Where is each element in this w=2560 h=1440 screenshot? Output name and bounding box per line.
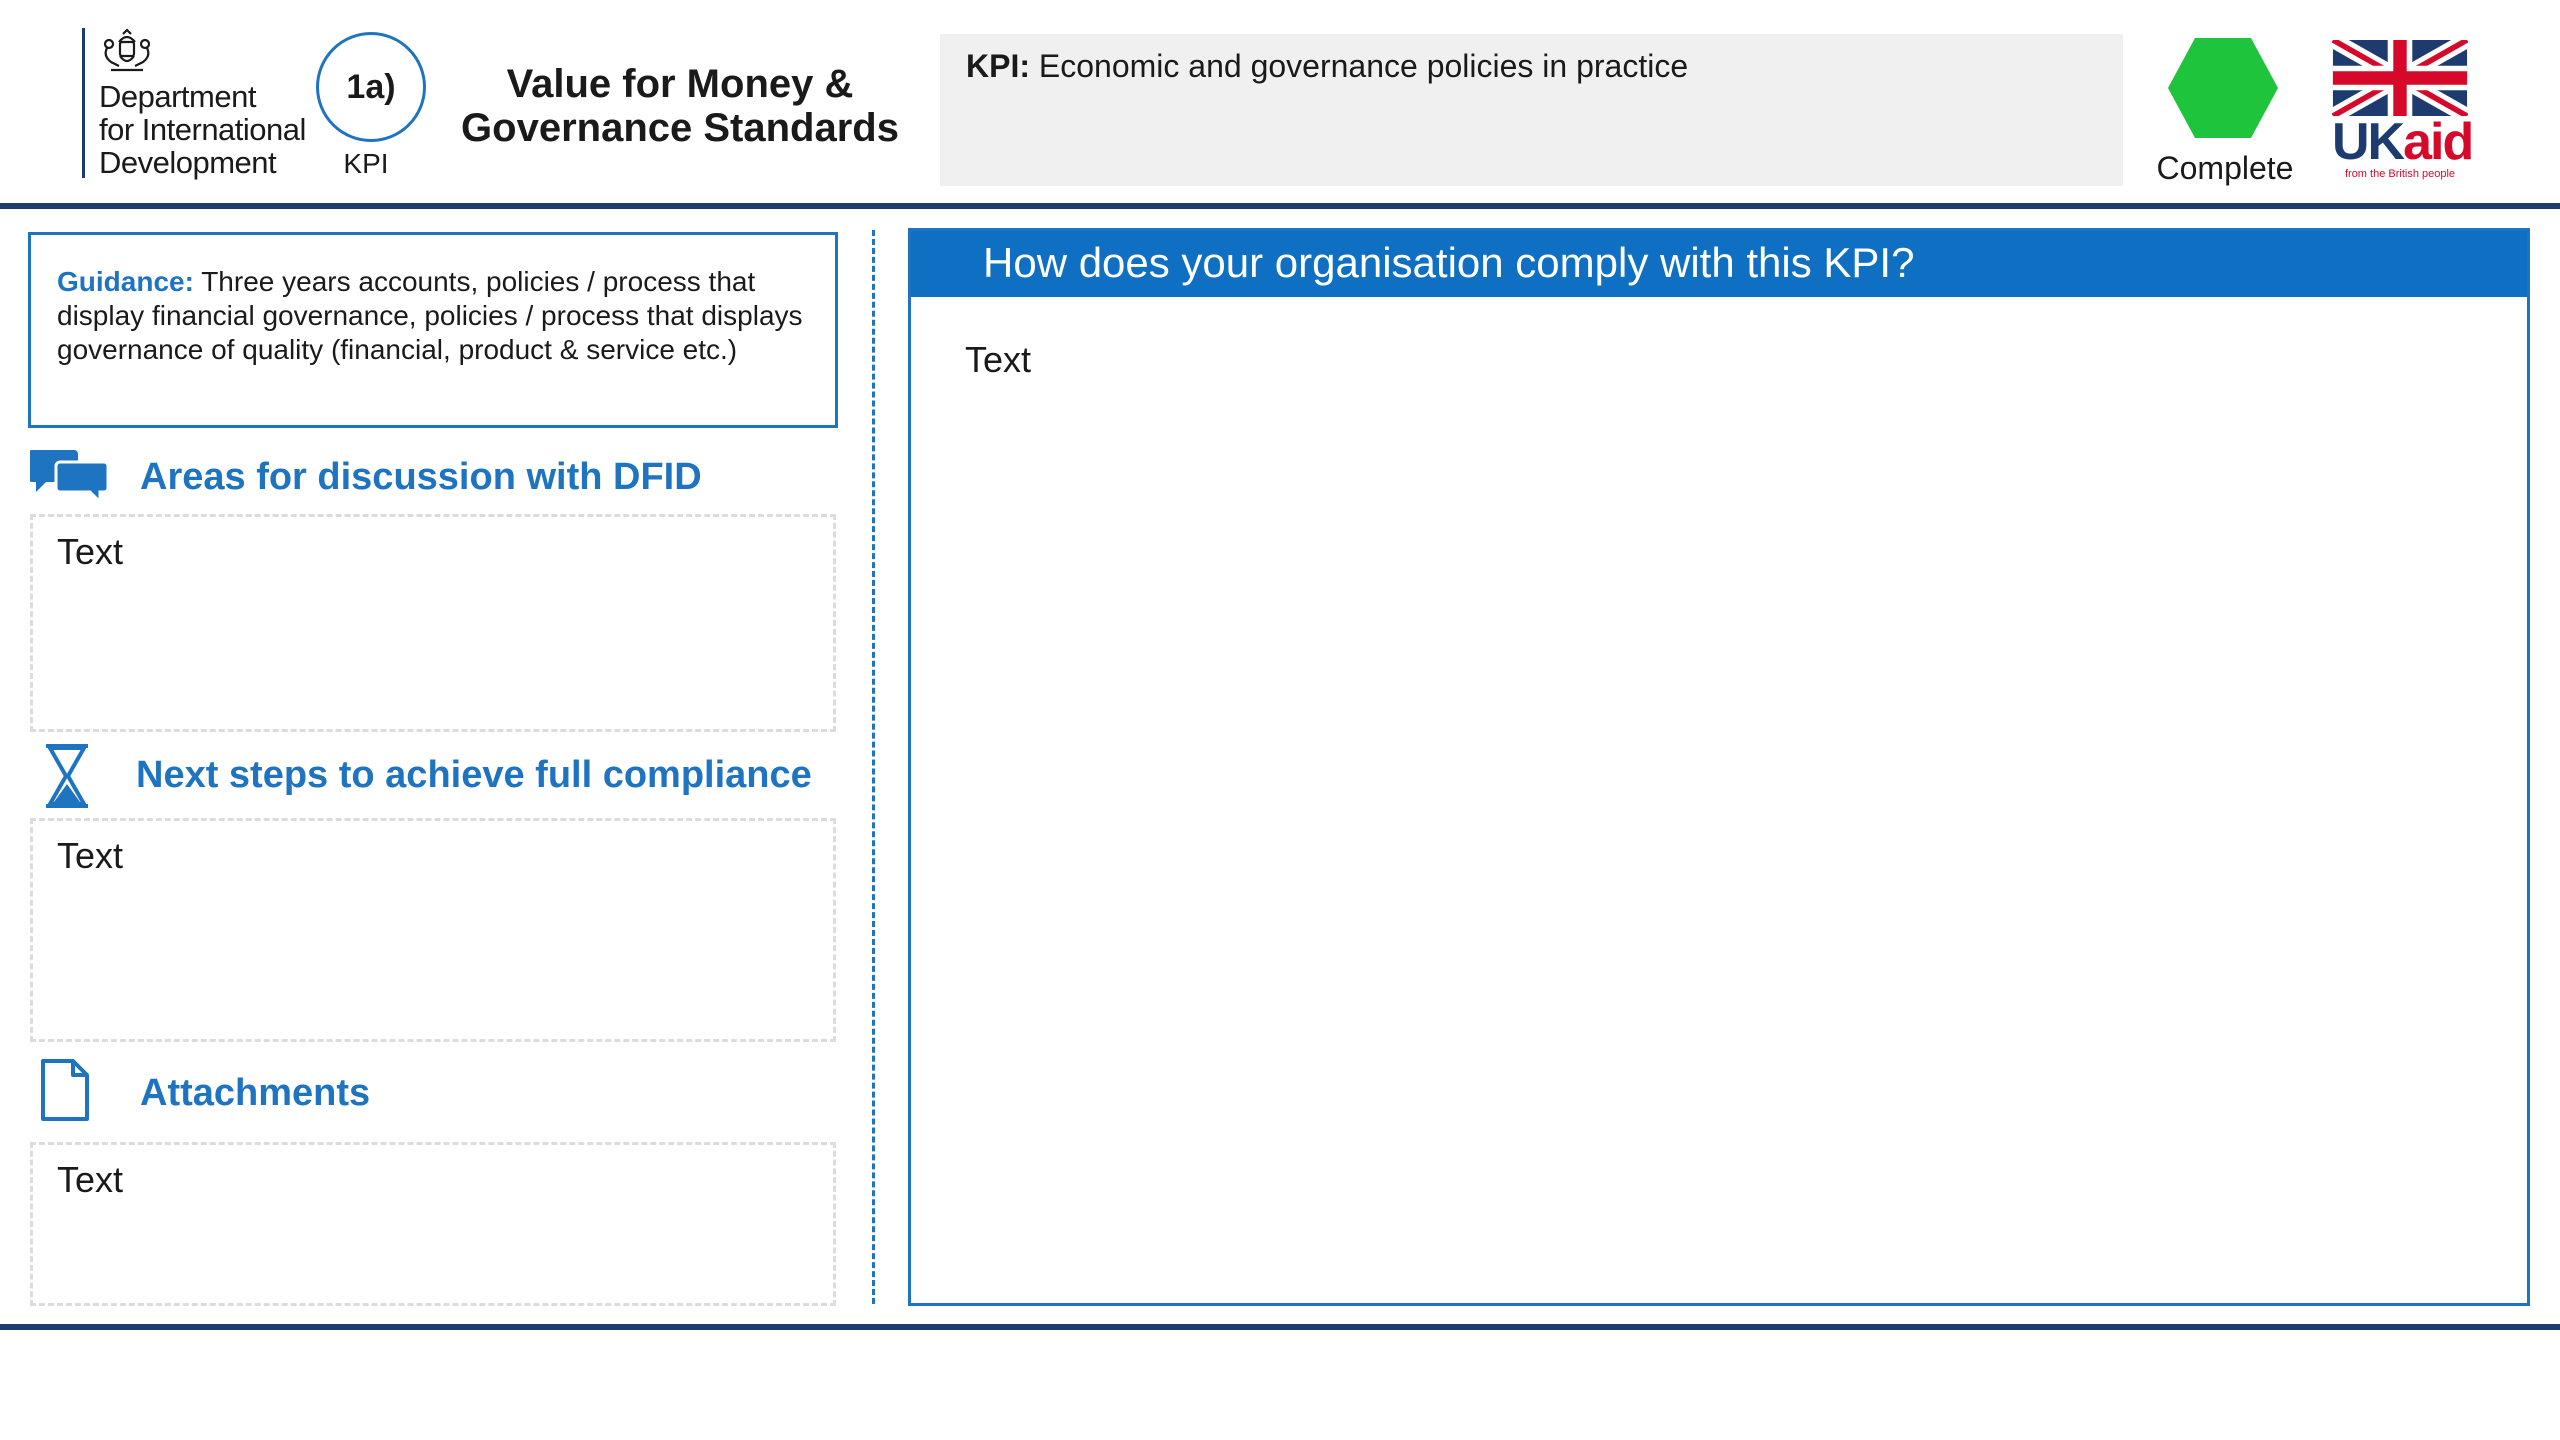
hourglass-icon	[44, 744, 90, 808]
kpi-description-box	[940, 34, 2123, 186]
section-title-discussion: Areas for discussion with DFID	[140, 456, 702, 498]
chat-bubbles-icon	[30, 448, 110, 502]
dept-name-line-1: Department	[99, 79, 256, 114]
section-title-next-steps: Next steps to achieve full compliance	[136, 754, 812, 796]
next-steps-text-box[interactable]	[30, 818, 836, 1042]
guidance-text: Three years accounts, policies / process that display financial governance, policies / process that displays governance of quality (financial, product & service etc.)	[57, 266, 803, 365]
attachments-text-box[interactable]	[30, 1142, 836, 1306]
status-label: Complete	[2156, 150, 2294, 186]
ukaid-logo	[2332, 40, 2473, 180]
dfid-logo	[82, 28, 312, 178]
kpi-label: KPI:	[966, 48, 1030, 84]
kpi-caption: KPI	[343, 148, 389, 179]
compliance-question-heading: How does your organisation comply with this KPI?	[911, 231, 2527, 297]
kpi-number-badge	[316, 32, 426, 142]
section-title-attachments: Attachments	[140, 1072, 371, 1114]
page-header	[0, 0, 2560, 204]
document-icon	[40, 1058, 90, 1122]
dept-name-line-2: for International	[99, 112, 306, 147]
ukaid-uk: UK	[2332, 113, 2404, 171]
dept-name-line-3: Development	[99, 145, 277, 180]
header-divider	[0, 203, 2560, 209]
royal-crest-icon	[99, 28, 155, 76]
kpi-text: Economic and governance policies in practice	[1038, 48, 1689, 84]
ukaid-tagline: from the British people	[2344, 168, 2456, 180]
ukaid-aid: aid	[2403, 113, 2473, 171]
status-hexagon-icon	[2168, 36, 2278, 140]
page-title	[460, 62, 900, 150]
union-flag-icon	[2332, 40, 2468, 116]
attachments-text: Text	[57, 1159, 124, 1200]
compliance-answer-text: Text	[965, 339, 1032, 380]
guidance-label: Guidance:	[57, 266, 194, 297]
kpi-number: 1a)	[346, 67, 396, 106]
compliance-answer-panel[interactable]	[908, 228, 2530, 1306]
ukaid-wordmark	[2332, 113, 2473, 171]
next-steps-text: Text	[57, 835, 124, 876]
discussion-text-box[interactable]	[30, 514, 836, 732]
page-title-line-2: Governance Standards	[461, 106, 899, 150]
discussion-text: Text	[57, 531, 124, 572]
column-divider	[872, 230, 875, 1304]
page-title-line-1: Value for Money &	[506, 62, 854, 106]
footer-divider	[0, 1324, 2560, 1330]
guidance-box	[28, 232, 838, 428]
